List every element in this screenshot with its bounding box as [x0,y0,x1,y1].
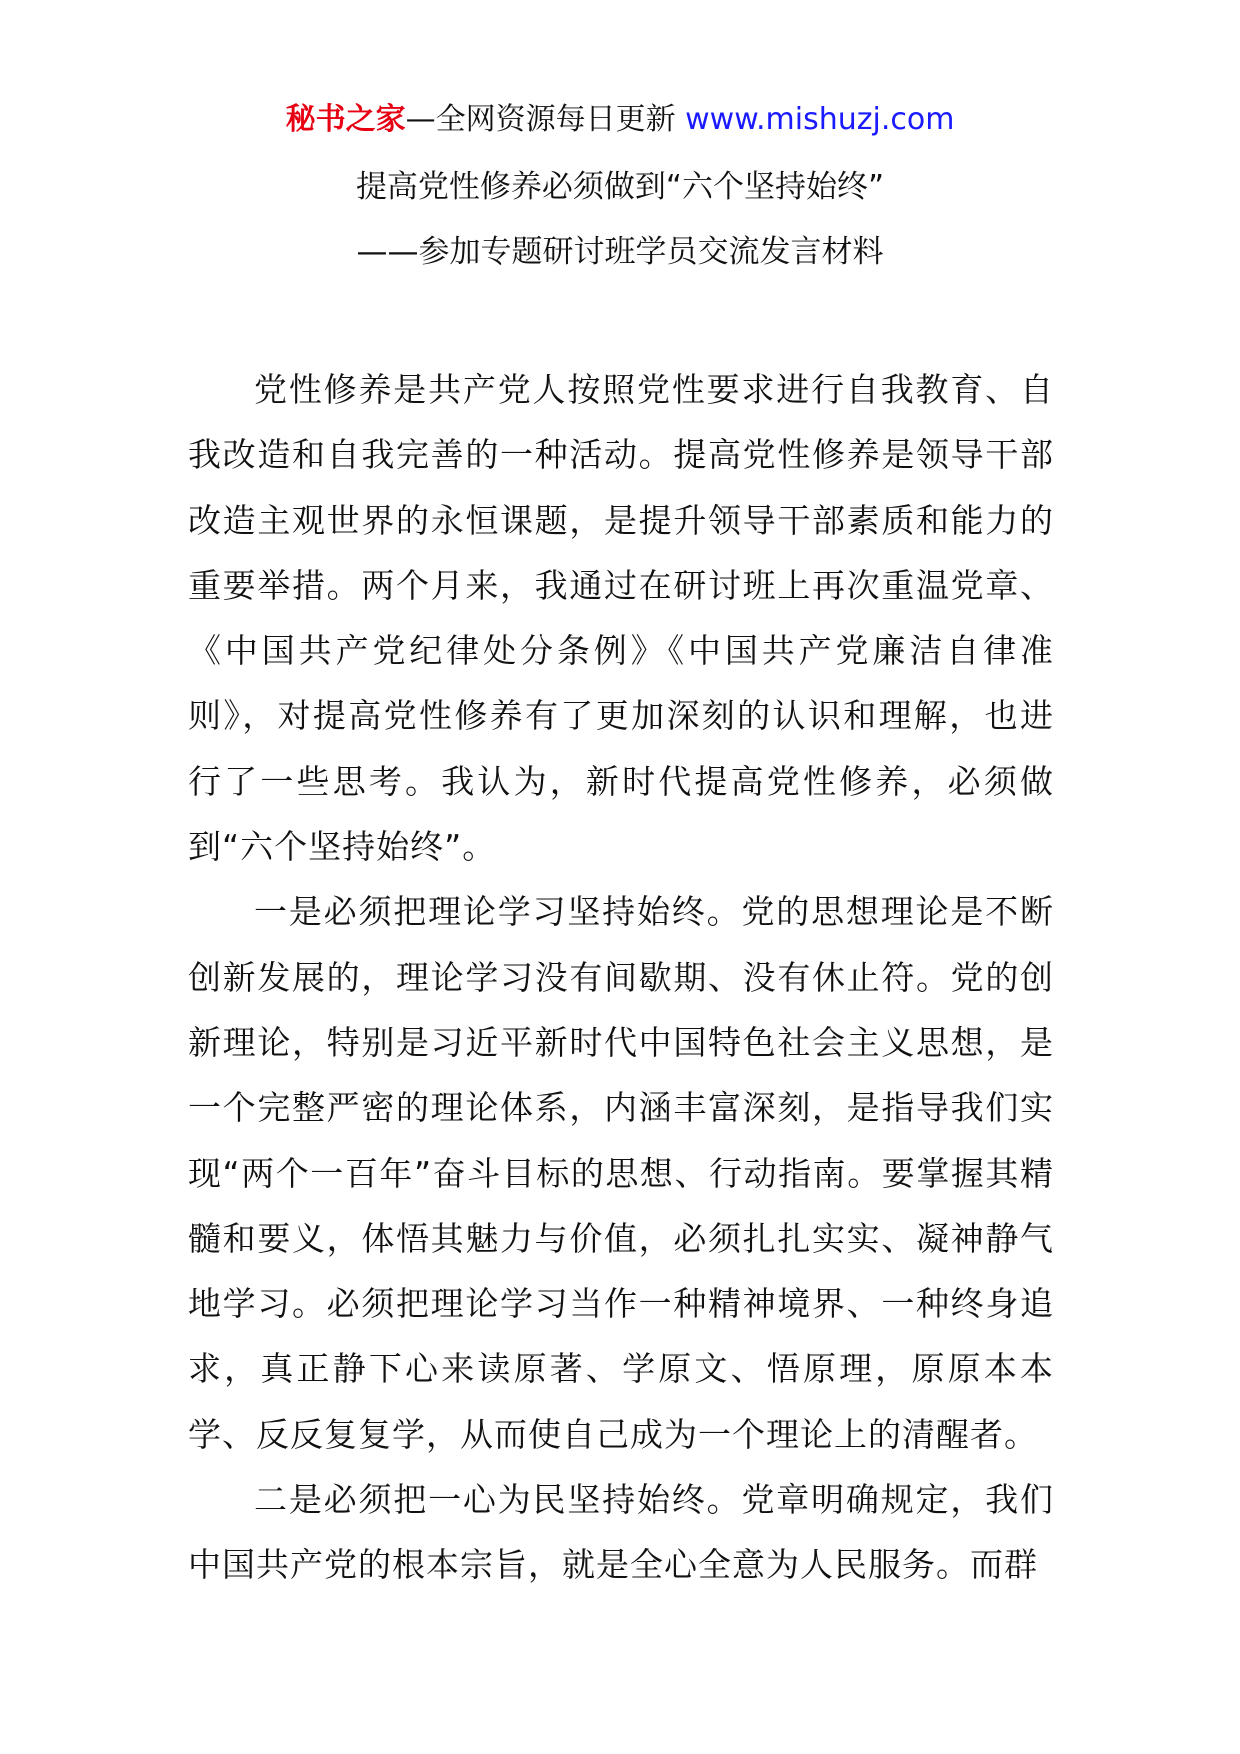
paragraph-point-one: 一是必须把理论学习坚持始终。党的思想理论是不断创新发展的，理论学习没有间歇期、没有休止符。党的创新理论，特别是习近平新时代中国特色社会主义思想，是一个完整严密的理论体系，内涵丰富深刻，是指导我们实现“两个一百年”奋斗目标的思想、行动指南。要掌握其精髓和要义，体悟其魅力与价值，必须扎扎实实、凝神静气地学习。必须把理论学习当作一种精神境界、一种终身追求，真正静下心来读原著、学原文、悟原理，原原本本学、反反复复学，从而使自己成为一个理论上的清醒者。 [188,892,1054,1454]
paragraph-point-two: 二是必须把一心为民坚持始终。党章明确规定，我们中国共产党的根本宗旨，就是全心全意为人民服务。而群 [188,1480,1054,1585]
document-title: 提高党性修养必须做到“六个坚持始终” [355,169,885,205]
paragraph-intro: 党性修养是共产党人按照党性要求进行自我教育、自我改造和自我完善的一种活动。提高党性修养是领导干部改造主观世界的永恒课题，是提升领导干部素质和能力的重要举措。两个月来，我通过在研讨班上再次重温党章、《中国共产党纪律处分条例》《中国共产党廉洁自律准则》，对提高党性修养有了更加深刻的认识和理解，也进行了一些思考。我认为，新时代提高党性修养，必须做到“六个坚持始终”。 [188,370,1054,867]
document-subtitle: ——参加专题研讨班学员交流发言材料 [356,234,884,270]
document-body [188,357,1054,1598]
site-slogan: —全网资源每日更新 [405,102,686,137]
site-brand: 秘书之家 [285,102,406,137]
site-header [0,100,1240,140]
site-url-link[interactable]: www.mishuzj.com [685,102,955,137]
